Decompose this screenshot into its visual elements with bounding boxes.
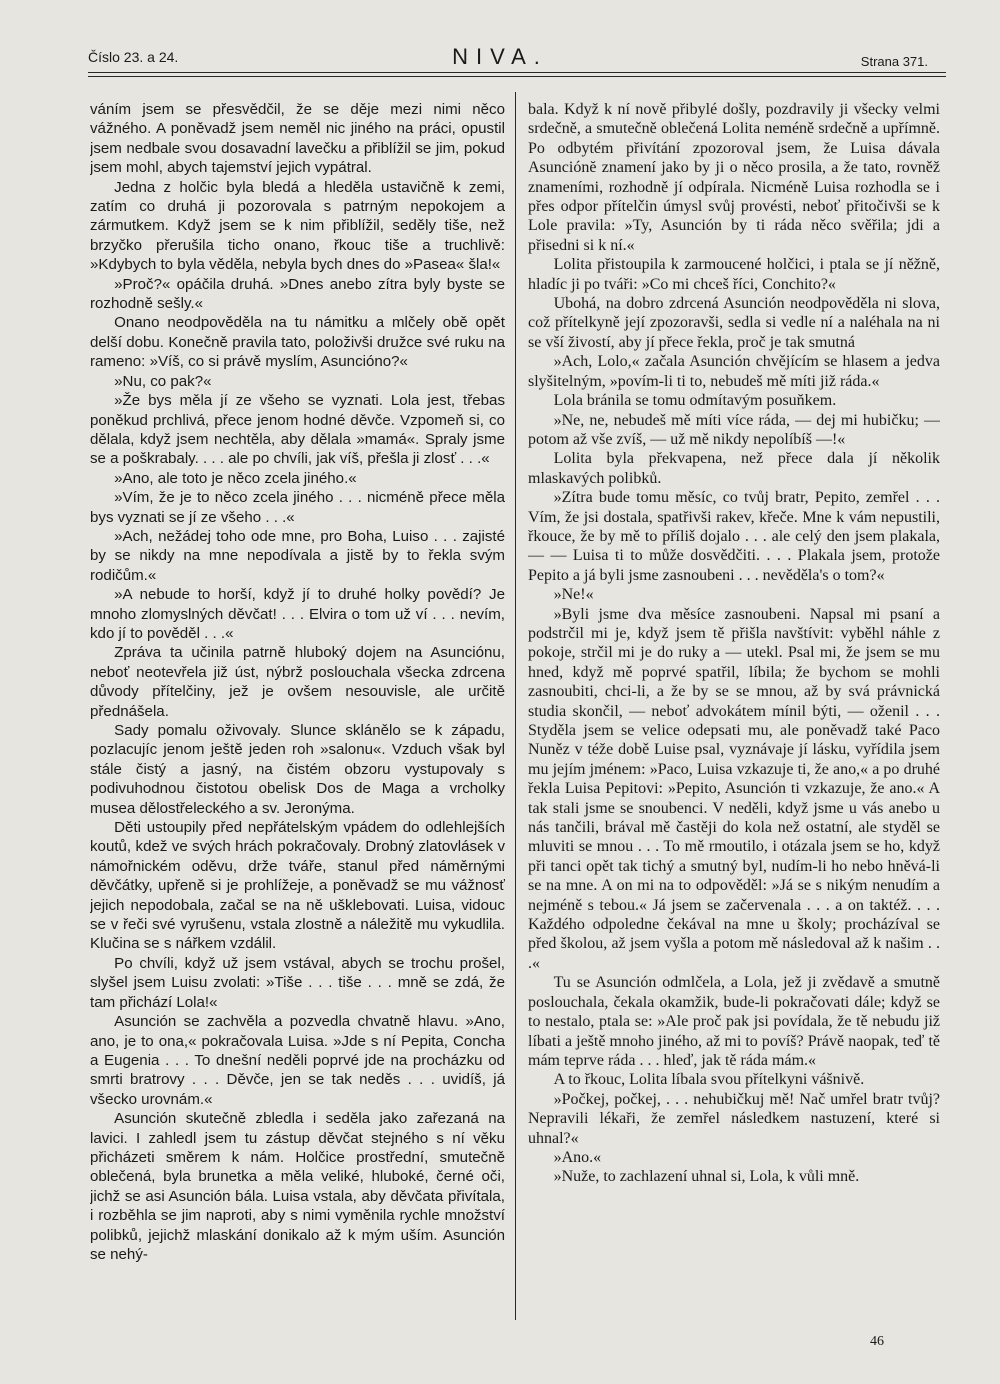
journal-title: NIVA. (452, 44, 548, 69)
page-number: 46 (870, 1334, 884, 1349)
paragraph: »Ano.« (553, 1148, 602, 1166)
paragraph: »Ne!« (553, 586, 594, 604)
paragraph: Tu se Asunción odmlčela, a Lola, jež ji zvědavě a smutně poslouchala, čekala okamžik, bude-li pokračovati dále; když se to nestalo, ptala se: »Ale proč pak jsi povídala, že tě nebudu již líbati a ještě mnoho jiného, až mi to povíš? Právě naopak, teď tě mám teprve ráda . . . hleď, jak tě ráda mám.« (528, 974, 940, 1069)
paragraph: »Vím, že je to něco zcela jiného . . . nicméně přece měla bys vyznati se jí ze všeho . . .« (90, 489, 505, 526)
paragraph: »Ne, ne, nebudeš mě míti více ráda, — dej mi hubičku; — potom až vše zvíš, — už mě nikdy nepolíbíš —!« (528, 411, 940, 448)
paragraph: Ubohá, na dobro zdrcená Asunción neodpověděla ni slova, což přítelkyně její zpozoravši, sedla si vedle ní a naléhala na ni se vší živostí, aby jí přece řekla, proč je tak smutná (528, 295, 940, 351)
paragraph: »Ano, ale toto je něco zcela jiného.« (114, 469, 357, 487)
paragraph: A to řkouc, Lolita líbala svou přítelkyni vášnivě. (553, 1071, 865, 1089)
paragraph: »Zítra bude tomu měsíc, co tvůj bratr, Pepito, zemřel . . . Vím, že jsi dostala, spatřivši rakev, křeče. Mne k vám nepustili, řkouce, že by mě to příliš dojalo . . . ale celý den jsem plakala, — — Luisa ti to může dosvědčiti. . . . Plakala jsem, protože Pepito a já byli jsme zasnoubeni . . . nevěděla's o tom?« (528, 489, 940, 584)
paragraph: Asunción se zachvěla a pozvedla chvatně hlavu. »Ano, ano, je to ona,« pokračovala Luisa. »Jde s ní Pepita, Concha a Eugenia . . . To dnešní neděli poprvé jde na procházku od smrti bratrovy . . . Děvče, jen se tak neděs . . . uvidíš, já všecko urovnám.« (90, 1013, 505, 1108)
paragraph: »Ach, nežádej toho ode mne, pro Boha, Luiso . . . zajisté by se nikdy na mne nepodívala a jistě by to řekla svým rodičům.« (90, 527, 505, 584)
paragraph: »Že bys měla jí ze všeho se vyznati. Lola jest, třebas poněkud prchlivá, přece jenom hodné děvče. Vzpomeň si, co dělala, když jsem nechtěla, aby dělala »mamá«. Spraly jsme se a poškrabaly. . . . ale po chvíli, jak víš, přešla ji zlosť . . .« (90, 392, 505, 468)
left-column (90, 100, 505, 1320)
paragraph: Lola bránila se tomu odmítavým posuňkem. (553, 392, 837, 410)
header-rule-top (88, 72, 946, 73)
paragraph: »Nu, co pak?« (114, 372, 212, 390)
paragraph: bala. Když k ní nově přibylé došly, pozdravily ji všecky velmi srdečně, a smutečně oblečená Lolita neméně srdečně a upřímně. Po odbytém přivítání zpozoroval jsem, že Luisa dávala Asunciónĕ znamení jako by ji o něco prosila, a že tato, rovněž znameními, rozhodně jí odpírala. Nicméně Luisa rozhodla se i přes odpor přítelčin úmysl svůj provésti, neboť přitočivši se k Lole pravila: »Ty, Asunción by ti ráda něco svěřila; jdi a přisedni si k ní.« (528, 101, 940, 254)
issue-number: Číslo 23. a 24. (88, 49, 179, 65)
paragraph: Po chvíli, když už jsem vstával, abych se trochu prošel, slyšel jsem Luisu zvolati: »Tiše . . . tiše . . . mně se zdá, že tam přichází Lola!« (90, 954, 505, 1011)
paragraph: »Byli jsme dva měsíce zasnoubeni. Napsal mi psaní a podstrčil mi je, když jsem tě přišla navštívit: vyběhl náhle z pokoje, strčil mi je do ruky a — utekl. Psal mi, že jsem se mu hned, když mě poprvé spatřil, líbila; že bychom se mohli zasnoubiti, chci-li, a že by se se mnou, až by svá právnická studia skončil, — neboť advokátem mínil býti, — oženil . . . Styděla jsem se velice odepsati mu, ale poněvadž také Paco Nuněz v téže době Luise psal, vyznávaje jí lásku, vyřídila jsem mu jejím jménem: »Paco, Luisa vzkazuje ti, že ano,« a po druhé řekla Luisa Pepitovi: »Pepito, Asunción ti vzkazuje, že ano.« A tak stali jsme se snoubenci. V neděli, když jsme u vás anebo u nás tančili, brával mě častěji do kola než ostatní, ale styděl se mluviti se mnou . . . To mě rmoutilo, i otázala jsem se ho, když při tanci opět tak tichý a smutný byl, nudím-li ho nebo hněvá-li se na mne. A on mi na to odpověděl: »Já se s nikým nenudím a nejméně s tebou.« Já jsem se začervenala . . . a on taktéž. . . . Každého odpoledne čekával na mne u školy; procházíval se před školou, až jsem vyšla a potom mě následoval až k našim . . .« (528, 605, 940, 972)
page-label: Strana 371. (860, 54, 928, 69)
paragraph: Zpráva ta učinila patrně hluboký dojem na Asunciónu, neboť neotevřela již úst, nýbrž poslouchala všecka zdrcena důvody přítelčiny, jež je ovšem nesouvisle, ale určitě přednášela. (90, 644, 505, 720)
paragraph: Lolita byla překvapena, než přece dala jí několik mlaskavých polibků. (528, 450, 940, 487)
paragraph: váním jsem se přesvědčil, že se děje mezi nimi něco vážného. A poněvadž jsem neměl nic jiného na práci, opustil jsem nedbale svou dosavadní lavečku a přiblížil se jim, pokud jsem mohl, abych tajemství jejich vypátral. (90, 101, 505, 177)
paragraph: Onano neodpověděla na tu námitku a mlčely obě opět delší dobu. Konečně pravila tato, položivši družce své ruku na rameno: »Víš, co si právě myslím, Asuncióno?« (90, 314, 505, 371)
paragraph: »Počkej, počkej, . . . nehubičkuj mě! Nač umřel bratr tvůj? Nepravili lékaři, že zemřel následkem nastuzení, které si uhnal?« (528, 1090, 940, 1147)
paragraph: »Ach, Lolo,« začala Asunción chvějícím se hlasem a jedva slyšitelným, »povím-li ti to, nebudeš mě míti již ráda.« (528, 353, 940, 390)
paragraph: Asunción skutečně zbledla i seděla jako zařezaná na lavici. I zahledl jsem tu zástup děvčat stejného s ní věku přicházeti směrem k nám. Holčice prostřední, smutečně oblečená, byla brunetka a měla veliké, hluboké, černé oči, jichž se asi Asunción bála. Luisa vstala, aby děvčata přivítala, i rozběhla se jim naproti, aby s nimi vyměnila rychle množství polibků, jejichž mlaskání donikalo až k mým uším. Asunción se nehý- (90, 1110, 505, 1263)
paragraph: Děti ustoupily před nepřátelským vpádem do odlehlejších koutů, kdež ve svých hrách pokračovaly. Drobný zlatovlásek v námořnickém oděvu, drže tváře, stanul před náměrnými děvčátky, upřeně si je prohlížeje, a poněvadž se mu vážnosť jejich nepodobala, začal se na ně ušklebovati. Luisa, vidouc se v řeči své vyrušenu, vstala zlostně a náležitě mu vykudlila. Klučina se s nářkem vzdálil. (90, 819, 505, 953)
paragraph: Sady pomalu oživovaly. Slunce sklánělo se k západu, pozlacujíc jenom ještě jeden roh »salonu«. Vzduch však byl stále čistý a jasný, na čistém obzoru vystupovaly s podivuhodnou čistotou obelisk Dos de Maga a vrcholky musea dělostřeleckého a sv. Jeronýma. (90, 722, 505, 817)
paragraph: »Nuže, to zachlazení uhnal si, Lola, k vůli mně. (553, 1168, 860, 1186)
paragraph: »A nebude to horší, když jí to druhé holky povědí? Je mnoho zlomyslných děvčat! . . . Elvira o tom už ví . . . nevím, kdo jí to pověděl . . .« (90, 586, 505, 642)
right-column (528, 100, 940, 1320)
paragraph: Lolita přistoupila k zarmoucené holčici, i ptala se jí něžně, hladíc ji po tváři: »Co mi chceš říci, Conchito?« (528, 256, 940, 293)
paragraph: Jedna z holčic byla bledá a hleděla ustavičně k zemi, zatím co druhá ji pozorovala s patrným nepokojem a zármutkem. Když jsem se k nim přiblížil, seděly tiše, než brzyčko přerušila ticho onano, řkouc tiše a truchlivě: »Kdybych to byla věděla, nebyla bych dnes do »Pasea« šla!« (90, 178, 505, 274)
paragraph: »Proč?« opáčila druhá. »Dnes anebo zítra byly byste se rozhodně sešly.« (90, 275, 505, 313)
column-divider (515, 92, 516, 1320)
header-rule-bottom (88, 76, 946, 77)
